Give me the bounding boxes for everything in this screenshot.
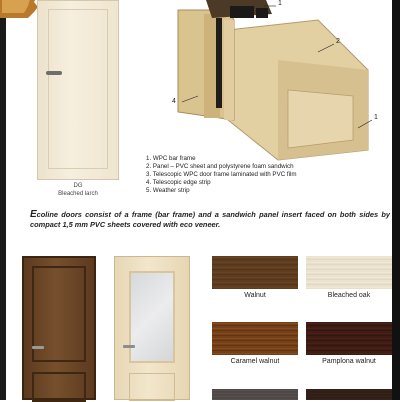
swatch-label-pamplona-walnut: Pamplona walnut — [322, 358, 376, 365]
door-image-walnut — [22, 256, 96, 400]
description-text: coline doors consist of a frame (bar frame) and a sandwich panel insert faced on both sides by compact 1,5 mm PVC sheets covered with eco veneer. — [30, 210, 390, 229]
frame-cross-section-diagram — [168, 0, 400, 165]
product-description — [30, 210, 390, 230]
swatch-caramel-walnut — [212, 322, 298, 355]
door-lower-panel — [129, 373, 175, 401]
legend-item: 4. Telescopic edge strip — [146, 179, 211, 186]
legend-item: 2. Panel – PVC sheet and polystyrene foam sandwich — [146, 163, 294, 170]
callout-2: 2 — [336, 38, 340, 45]
door-handle — [32, 346, 44, 349]
door-handle — [123, 345, 135, 348]
swatch-walnut — [212, 256, 298, 289]
door-panel — [48, 9, 108, 169]
description-lead-letter: E — [30, 209, 37, 220]
swatch-bleached-oak — [306, 256, 392, 289]
door-glass-panel — [129, 271, 175, 363]
swatch-label-bleached-oak: Bleached oak — [327, 292, 371, 299]
swatch-partial-grey — [212, 389, 298, 400]
legend-item: 5. Weather strip — [146, 187, 190, 194]
door-lower-panel — [32, 372, 86, 402]
swatch-pamplona-walnut — [306, 322, 392, 355]
callout-1-bottom: 1 — [374, 114, 378, 121]
door-image-bleached-larch — [37, 0, 119, 180]
callout-4: 4 — [172, 98, 176, 105]
legend-item: 1. WPC bar frame — [146, 155, 196, 162]
door-caption — [37, 182, 119, 198]
cross-section-illustration — [168, 0, 400, 165]
swatch-partial-dark — [306, 389, 392, 400]
left-border — [0, 0, 6, 400]
door-handle — [46, 71, 62, 75]
door-finish: Bleached larch — [58, 191, 98, 197]
legend-item: 3. Telescopic WPC door frame laminated with PVC film — [146, 171, 297, 178]
component-legend — [146, 155, 297, 195]
swatch-label-caramel-walnut: Caramel walnut — [230, 358, 280, 365]
swatch-label-walnut: Walnut — [244, 292, 266, 299]
door-code: DG — [73, 183, 83, 189]
callout-1-top: 1 — [278, 0, 282, 7]
badge-icon — [0, 0, 38, 18]
door-image-glazed — [114, 256, 190, 400]
